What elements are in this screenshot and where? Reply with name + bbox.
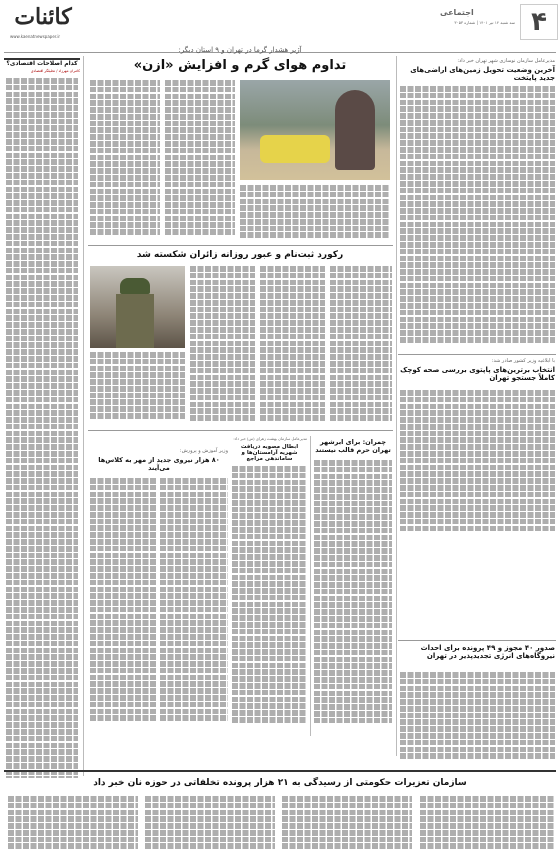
footer-body-col-3 <box>282 796 412 852</box>
right-mid-headline: انتخاب برترین‌های پاپتوی بررسی صحه کوچک کاملاً جستجو تهران <box>400 366 555 382</box>
lead-bottom-rule <box>88 245 393 246</box>
box-3-kicker: وزیر آموزش و پرورش: <box>179 448 228 454</box>
middle-body-col-0 <box>90 352 185 426</box>
lead-headline: تداوم هوای گرم و افزایش «ازن» <box>133 58 347 73</box>
right-column-divider <box>396 56 397 756</box>
right-bottom-body <box>400 672 555 762</box>
footer-body-col-1 <box>8 796 138 852</box>
middle-body-col-3 <box>330 266 392 426</box>
lead-kicker: آژیر هشدار گرما در تهران و ۹ استان دیگر: <box>178 46 302 54</box>
footer-headline: سازمان تعزیرات حکومتی از رسیدگی به ۲۱ هزار پرونده تخلفاتی در حوزه نان خبر داد <box>93 778 467 788</box>
box-1-body <box>314 460 392 735</box>
box-3-body-col-2 <box>160 478 228 736</box>
section-label: اجتماعی <box>440 8 474 17</box>
box-2-body <box>232 466 307 736</box>
right-top-kicker: مدیرعامل سازمان نوسازی شهر تهران خبر داد: <box>457 58 555 64</box>
box-3-headline: ۸۰ هزار نیروی جدید از مهر به کلاس‌ها می‌آیند <box>98 456 220 472</box>
right-bottom-headline: صدور ۴۰ مجوز و ۴۹ پرونده برای احداث نیروگاه‌های انرژی تجدیدپذیر در تهران <box>420 644 555 660</box>
right-bottom-top-rule <box>398 640 556 641</box>
footer-body-col-2 <box>145 796 275 852</box>
website-url: www.kaenatnewspaper.ir <box>10 34 61 39</box>
logo <box>8 4 78 34</box>
footer-body-col-4 <box>420 796 555 852</box>
box-3-body-col-1 <box>90 478 156 736</box>
lead-body-col-1 <box>90 80 160 240</box>
middle-body-col-2 <box>260 266 325 426</box>
sidebar-title: کدام اصلاحات اقتصادی؟ <box>6 60 78 67</box>
lead-body-col-3 <box>240 185 390 240</box>
right-top-body <box>400 86 555 351</box>
middle-headline: رکورد ثبت‌نام و عبور روزانه زائران شکسته شد <box>136 250 344 260</box>
middle-photo <box>90 266 185 348</box>
sidebar-author: کامران مهرزاد / تحلیلگر اقتصادی <box>30 69 80 73</box>
middle-bottom-rule <box>88 430 393 431</box>
box-1-headline: چمران: برای ابرشهر تهران حرم قالب نیستند <box>315 438 391 454</box>
right-mid-body <box>400 390 555 540</box>
middle-body-col-1 <box>190 266 255 426</box>
right-mid-top-rule <box>398 354 556 355</box>
footer-top-rule <box>4 770 556 772</box>
page-number: ۴ <box>531 7 547 37</box>
sidebar-body <box>6 78 78 778</box>
box-2-headline: ابطال مصوبه دریافت شهریه آرامستان‌ها و ساماندهی مراجع <box>240 444 299 462</box>
date-line: سه شنبه ۱۴ تیر ۱۴۰۱ | شماره ۳۰۵۳ <box>454 20 515 25</box>
sidebar-divider <box>83 56 84 776</box>
logo-text: کائنات <box>14 4 72 30</box>
right-mid-kicker: با ابلاغیه وزیر کشور صادر شد: <box>491 358 555 364</box>
lead-body-col-2 <box>165 80 235 240</box>
lead-photo <box>240 80 390 180</box>
box-2-kicker: مدیرعامل سازمان بهشت زهرای (س) خبر داد: <box>233 436 307 441</box>
right-top-headline: آخرین وضعیت تحویل زمین‌های اراضی‌های جدید پایتخت <box>410 66 555 82</box>
page-number-box <box>520 4 558 40</box>
